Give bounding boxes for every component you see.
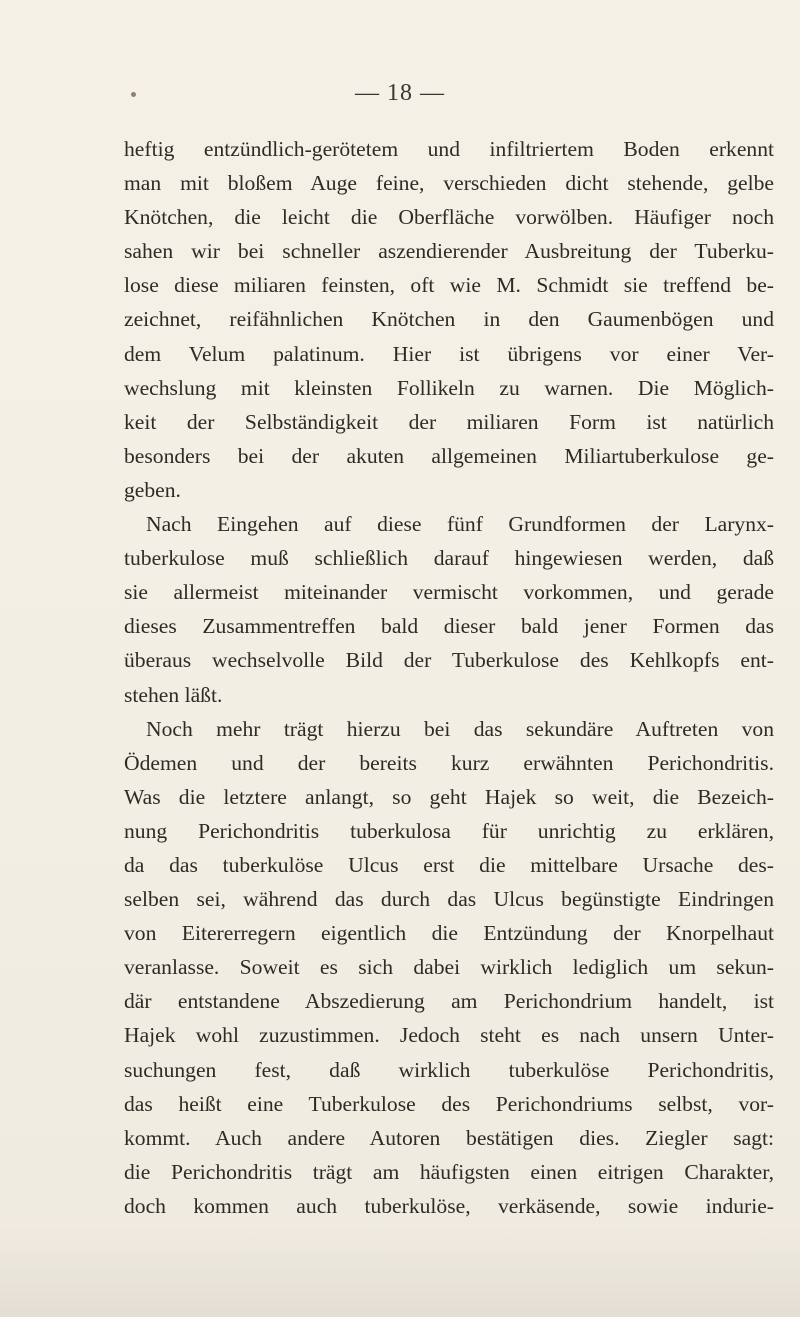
text-line: nung Perichondritis tuberkulosa für unrichtig zu erklären, xyxy=(124,818,774,843)
text-line: selben sei, während das durch das Ulcus begünstigte Eindringen xyxy=(124,887,774,912)
text-line: kommt. Auch andere Autoren bestätigen dies. Ziegler sagt: xyxy=(124,1125,774,1150)
text-line: veranlasse. Soweit es sich dabei wirklich lediglich um sekun- xyxy=(124,955,774,980)
text-line: überaus wechselvolle Bild der Tuberkulose des Kehlkopfs ent- xyxy=(124,648,774,673)
page-number: — 18 — xyxy=(355,80,445,106)
text-line: där entstandene Abszedierung am Perichondrium handelt, ist xyxy=(124,989,774,1014)
text-line: geben. xyxy=(124,477,181,502)
text-line: doch kommen auch tuberkulöse, verkäsende, sowie indurie- xyxy=(124,1193,774,1218)
text-line: dieses Zusammentreffen bald dieser bald jener Formen das xyxy=(124,614,774,639)
text-line: zeichnet, reifähnlichen Knötchen in den Gaumenbögen und xyxy=(124,307,774,332)
text-line: Nach Eingehen auf diese fünf Grundformen der Larynx- xyxy=(146,512,774,537)
text-line: besonders bei der akuten allgemeinen Miliartuberkulose ge- xyxy=(124,443,774,468)
text-line: Hajek wohl zuzustimmen. Jedoch steht es nach unsern Unter- xyxy=(124,1023,774,1048)
text-line: suchungen fest, daß wirklich tuberkulöse Perichondritis, xyxy=(124,1057,774,1082)
text-line: lose diese miliaren feinsten, oft wie M. Schmidt sie treffend be- xyxy=(124,273,774,298)
text-line: stehen läßt. xyxy=(124,682,223,707)
text-line: von Eitererregern eigentlich die Entzündung der Knorpelhaut xyxy=(124,921,774,946)
page-bottom-shadow xyxy=(0,1227,800,1317)
text-line: heftig entzündlich-gerötetem und infiltriertem Boden erkennt xyxy=(124,137,774,161)
text-line: das heißt eine Tuberkulose des Perichondriums selbst, vor- xyxy=(124,1091,774,1116)
text-line: Noch mehr trägt hierzu bei das sekundäre Auftreten von xyxy=(146,716,774,741)
text-line: sahen wir bei schneller aszendierender Ausbreitung der Tuberku- xyxy=(124,239,774,264)
text-line: man mit bloßem Auge feine, verschieden dicht stehende, gelbe xyxy=(124,171,774,196)
text-line: da das tuberkulöse Ulcus erst die mittelbare Ursache des- xyxy=(124,852,774,877)
text-line: Knötchen, die leicht die Oberfläche vorwölben. Häufiger noch xyxy=(124,205,774,230)
body-text xyxy=(124,132,774,1223)
text-line: die Perichondritis trägt am häufigsten einen eitrigen Charakter, xyxy=(124,1159,774,1184)
text-line: Ödemen und der bereits kurz erwähnten Perichondritis. xyxy=(124,750,774,775)
text-line: keit der Selbständigkeit der miliaren Form ist natürlich xyxy=(124,409,774,434)
text-line: Was die letztere anlangt, so geht Hajek so weit, die Bezeich- xyxy=(124,784,774,809)
text-line: wechslung mit kleinsten Follikeln zu warnen. Die Möglich- xyxy=(124,375,774,400)
text-line: tuberkulose muß schließlich darauf hingewiesen werden, daß xyxy=(124,546,774,571)
text-line: sie allermeist miteinander vermischt vorkommen, und gerade xyxy=(124,580,774,605)
text-line: dem Velum palatinum. Hier ist übrigens vor einer Ver- xyxy=(124,341,774,366)
